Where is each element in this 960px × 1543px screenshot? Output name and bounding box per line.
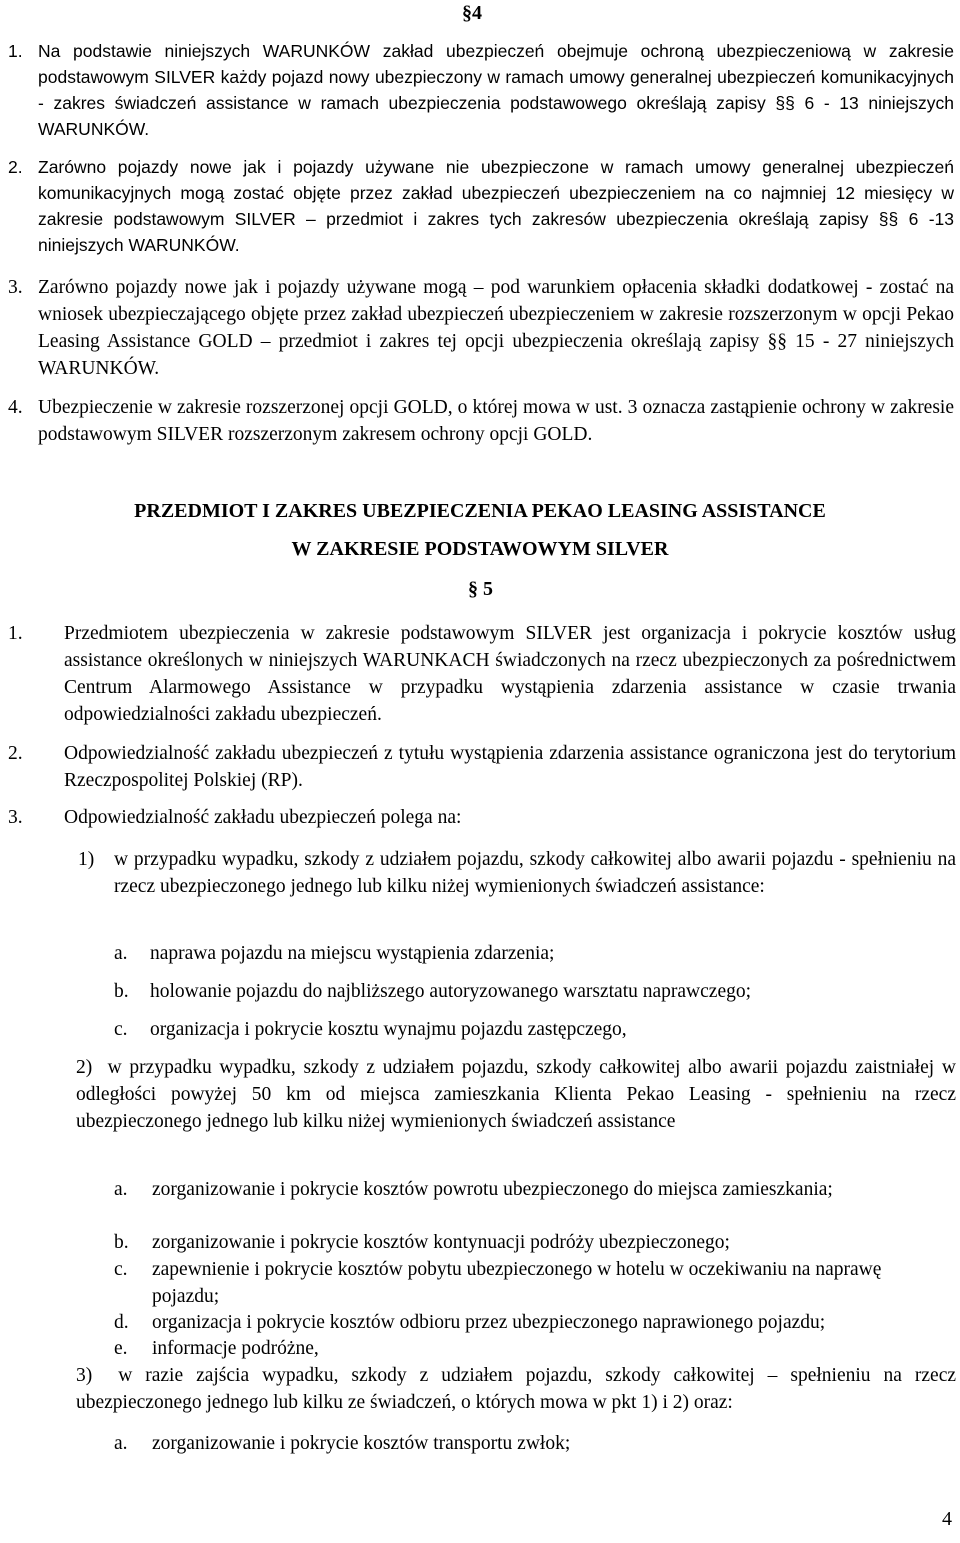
list-item: zorganizowanie i pokrycie kosztów powrotu ubezpieczonego do miejsca zamieszkania; bbox=[152, 1179, 833, 1200]
sub-item-number: 2) bbox=[76, 1057, 93, 1078]
section-4-mark: §4 bbox=[462, 2, 482, 24]
sub-item-number: 3) bbox=[76, 1365, 93, 1386]
sub-paragraph-text: w przypadku wypadku, szkody z udziałem pojazdu, szkody całkowitej albo awarii pojazdu zaistniałej w odległości powyżej 50 km od miejsca zamieszkania Klienta Pekao Leasing - spełnieniu na rzecz ubezpieczonego jednego lub kilku niżej wymienionych świadczeń assistance bbox=[76, 1057, 956, 1132]
list-item-letter: a. bbox=[114, 1433, 128, 1454]
list-item: zorganizowanie i pokrycie kosztów kontynuacji podróży ubezpieczonego; bbox=[152, 1232, 730, 1253]
item-number: 3. bbox=[8, 277, 23, 298]
sub-paragraph bbox=[76, 1362, 956, 1416]
page-number: 4 bbox=[942, 1508, 952, 1530]
item-number: 2. bbox=[8, 157, 23, 177]
item-number: 4. bbox=[8, 397, 23, 418]
list-item-letter: a. bbox=[114, 943, 128, 964]
list-item: organizacja i pokrycie kosztu wynajmu pojazdu zastępczego, bbox=[150, 1019, 627, 1040]
sub-paragraph bbox=[76, 1054, 956, 1135]
sub-paragraph-text: w razie zajścia wypadku, szkody z udziałem pojazdu, szkody całkowitej – spełnieniu na rzecz ubezpieczonego jednego lub kilku ze świadczeń, o których mowa w pkt 1) i 2) oraz: bbox=[76, 1365, 956, 1413]
paragraph: Ubezpieczenie w zakresie rozszerzonej opcji GOLD, o której mowa w ust. 3 oznacza zastąpienie ochrony w zakresie podstawowym SILVER rozszerzonym zakresem ochrony opcji GOLD. bbox=[38, 397, 954, 445]
sub-paragraph: w przypadku wypadku, szkody z udziałem pojazdu, szkody całkowitej albo awarii pojazdu - spełnieniu na rzecz ubezpieczonego jednego lub kilku niżej wymienionych świadczeń assistance: bbox=[114, 849, 956, 897]
paragraph: Odpowiedzialność zakładu ubezpieczeń polega na: bbox=[64, 807, 462, 828]
section-5-mark: § 5 bbox=[468, 578, 493, 600]
item-number: 2. bbox=[8, 743, 23, 764]
list-item-letter: e. bbox=[114, 1338, 128, 1359]
list-item: informacje podróżne, bbox=[152, 1338, 319, 1359]
list-item: holowanie pojazdu do najbliższego autoryzowanego warsztatu naprawczego; bbox=[150, 981, 752, 1002]
list-item-letter: b. bbox=[114, 1232, 129, 1253]
list-item: naprawa pojazdu na miejscu wystąpienia zdarzenia; bbox=[150, 943, 555, 964]
list-item: organizacja i pokrycie kosztów odbioru przez ubezpieczonego naprawionego pojazdu; bbox=[152, 1312, 826, 1333]
section-heading-line-2: W ZAKRESIE PODSTAWOWYM SILVER bbox=[291, 538, 669, 560]
paragraph: Na podstawie niniejszych WARUNKÓW zakład ubezpieczeń obejmuje ochroną ubezpieczeniową w zakresie podstawowym SILVER każdy pojazd nowy ubezpieczony w ramach umowy generalnej ubezpieczeń komunikacyjnych - zakres świadczeń assistance w ramach ubezpieczenia podstawowego określają zapisy §§ 6 - 13 niniejszych WARUNKÓW. bbox=[38, 41, 954, 139]
list-item: zorganizowanie i pokrycie kosztów transportu zwłok; bbox=[152, 1433, 571, 1454]
list-item-letter: b. bbox=[114, 981, 129, 1002]
list-item-letter: a. bbox=[114, 1179, 128, 1200]
item-number: 1. bbox=[8, 623, 23, 644]
item-number: 1. bbox=[8, 41, 23, 61]
paragraph: Odpowiedzialność zakładu ubezpieczeń z tytułu wystąpienia zdarzenia assistance ograniczona jest do terytorium Rzeczpospolitej Polskiej (RP). bbox=[64, 743, 956, 791]
paragraph: Zarówno pojazdy nowe jak i pojazdy używane nie ubezpieczone w ramach umowy generalnej ubezpieczeń komunikacyjnych mogą zostać objęte przez zakład ubezpieczeń ubezpieczeniem na co najmniej 12 miesięcy w zakresie podstawowym SILVER – przedmiot i zakres tych zakresów ubezpieczenia określają zapisy §§ 6 -13 niniejszych WARUNKÓW. bbox=[38, 157, 954, 255]
list-item-letter: c. bbox=[114, 1019, 128, 1040]
paragraph: Przedmiotem ubezpieczenia w zakresie podstawowym SILVER jest organizacja i pokrycie kosztów usług assistance określonych w niniejszych WARUNKACH świadczonych na rzecz ubezpieczonych za pośrednictwem Centrum Alarmowego Assistance w przypadku wystąpienia zdarzenia assistance w czasie trwania odpowiedzialności zakładu ubezpieczeń. bbox=[64, 623, 956, 725]
list-item-letter: d. bbox=[114, 1312, 129, 1333]
item-number: 3. bbox=[8, 807, 23, 828]
section-heading-line-1: PRZEDMIOT I ZAKRES UBEZPIECZENIA PEKAO LEASING ASSISTANCE bbox=[134, 500, 826, 522]
list-item-letter: c. bbox=[114, 1259, 128, 1280]
sub-item-number: 1) bbox=[78, 849, 95, 870]
list-item: zapewnienie i pokrycie kosztów pobytu ubezpieczonego w hotelu w oczekiwaniu na naprawę pojazdu; bbox=[152, 1259, 882, 1307]
paragraph: Zarówno pojazdy nowe jak i pojazdy używane mogą – pod warunkiem opłacenia składki dodatkowej - zostać na wniosek ubezpieczającego objęte przez zakład ubezpieczeń ubezpieczeniem w zakresie rozszerzonym w opcji Pekao Leasing Assistance GOLD – przedmiot i zakres tej opcji ubezpieczenia określają zapisy §§ 15 - 27 niniejszych WARUNKÓW. bbox=[38, 277, 954, 379]
